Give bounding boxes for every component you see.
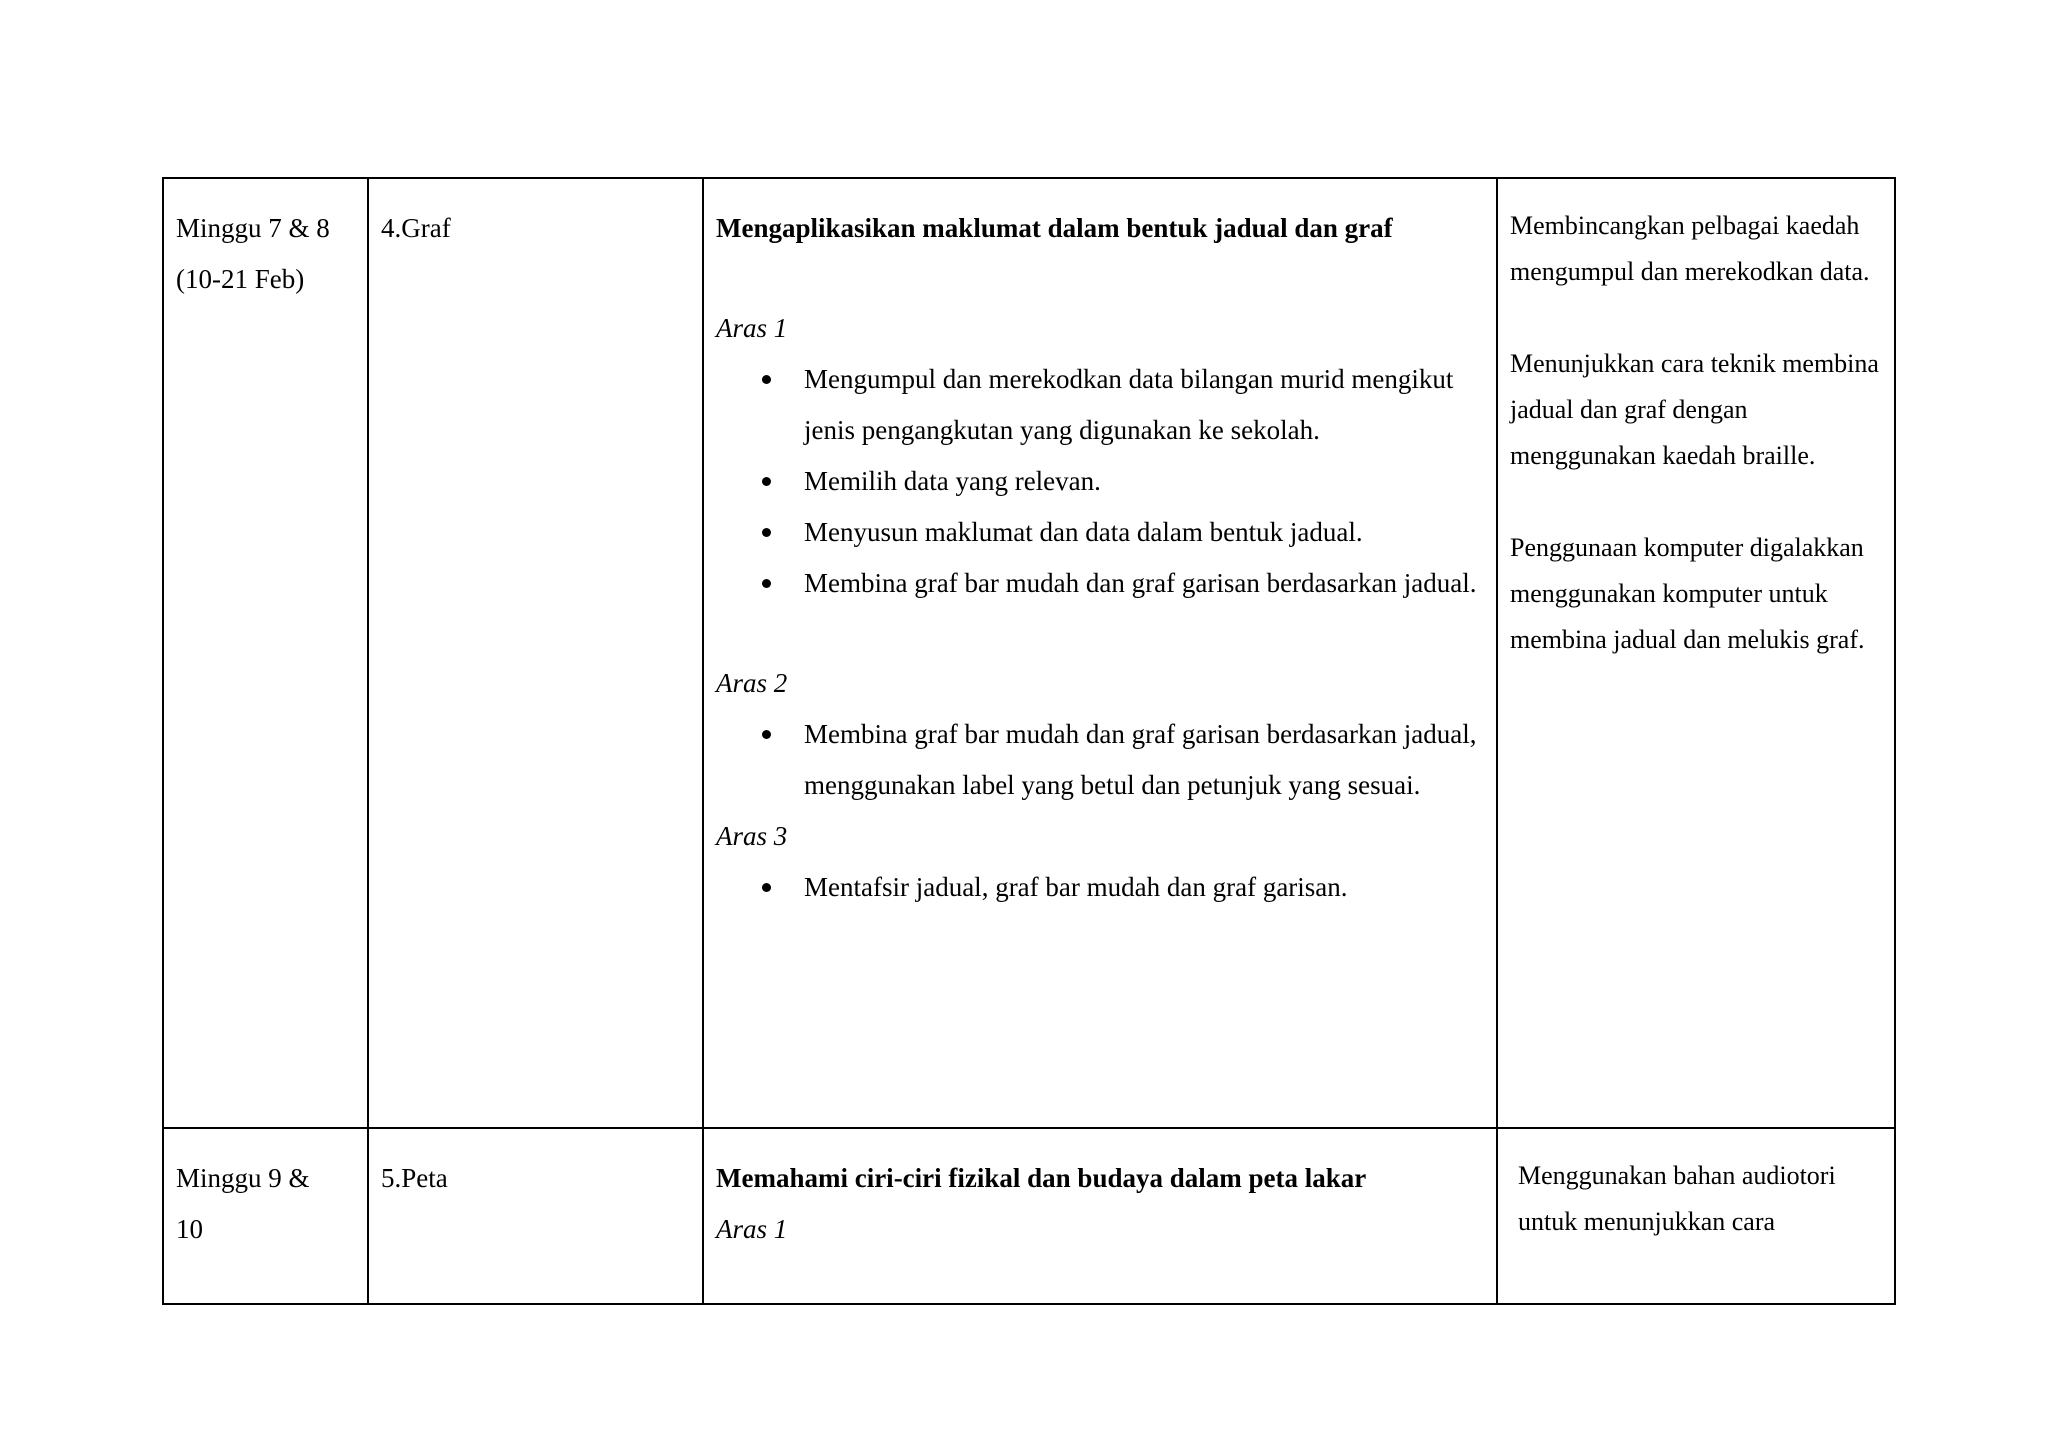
level-label: Aras 3	[716, 821, 788, 851]
list-item: Membina graf bar mudah dan graf garisan berdasarkan jadual, menggunakan label yang betul dan petunjuk yang sesuai.	[804, 709, 1484, 811]
note-text: Menunjukkan cara teknik membina jadual dan graf dengan menggunakan kaedah braille.	[1510, 349, 1879, 470]
level-label: Aras 2	[716, 668, 788, 698]
week-cell	[163, 1128, 368, 1304]
week-label: Minggu 9 &	[176, 1163, 310, 1193]
topic-label: 4.Graf	[381, 213, 451, 243]
activity-list	[716, 709, 1484, 811]
activity-list	[716, 862, 1484, 913]
topic-label: 5.Peta	[381, 1163, 448, 1193]
activity-list	[716, 354, 1484, 609]
topic-cell	[368, 178, 703, 1128]
objective-title: Mengaplikasikan maklumat dalam bentuk jadual dan graf	[716, 213, 1393, 243]
level-label: Aras 1	[716, 313, 788, 343]
content-cell	[703, 178, 1497, 1128]
week-label: Minggu 7 & 8	[176, 213, 330, 243]
week-cell	[163, 178, 368, 1128]
content-cell	[703, 1128, 1497, 1304]
list-item: Menyusun maklumat dan data dalam bentuk jadual.	[804, 507, 1484, 558]
lesson-plan-table	[162, 177, 1896, 1305]
list-item: Mentafsir jadual, graf bar mudah dan graf garisan.	[804, 862, 1484, 913]
note-text: Penggunaan komputer digalakkan menggunakan komputer untuk membina jadual dan melukis graf.	[1510, 533, 1865, 654]
week-dates: (10-21 Feb)	[176, 264, 305, 294]
table-row	[163, 178, 1895, 1128]
note-text: Menggunakan bahan audiotori untuk menunjukkan cara	[1518, 1161, 1836, 1236]
list-item: Memilih data yang relevan.	[804, 456, 1484, 507]
objective-title: Memahami ciri-ciri fizikal dan budaya dalam peta lakar	[716, 1163, 1367, 1193]
table-row	[163, 1128, 1895, 1304]
list-item: Membina graf bar mudah dan graf garisan berdasarkan jadual.	[804, 558, 1484, 609]
list-item: Mengumpul dan merekodkan data bilangan murid mengikut jenis pengangkutan yang digunakan ke sekolah.	[804, 354, 1484, 456]
notes-cell	[1497, 178, 1895, 1128]
topic-cell	[368, 1128, 703, 1304]
level-label: Aras 1	[716, 1214, 788, 1244]
week-label-continued: 10	[176, 1214, 203, 1244]
note-text: Membincangkan pelbagai kaedah mengumpul dan merekodkan data.	[1510, 211, 1870, 286]
notes-cell	[1497, 1128, 1895, 1304]
